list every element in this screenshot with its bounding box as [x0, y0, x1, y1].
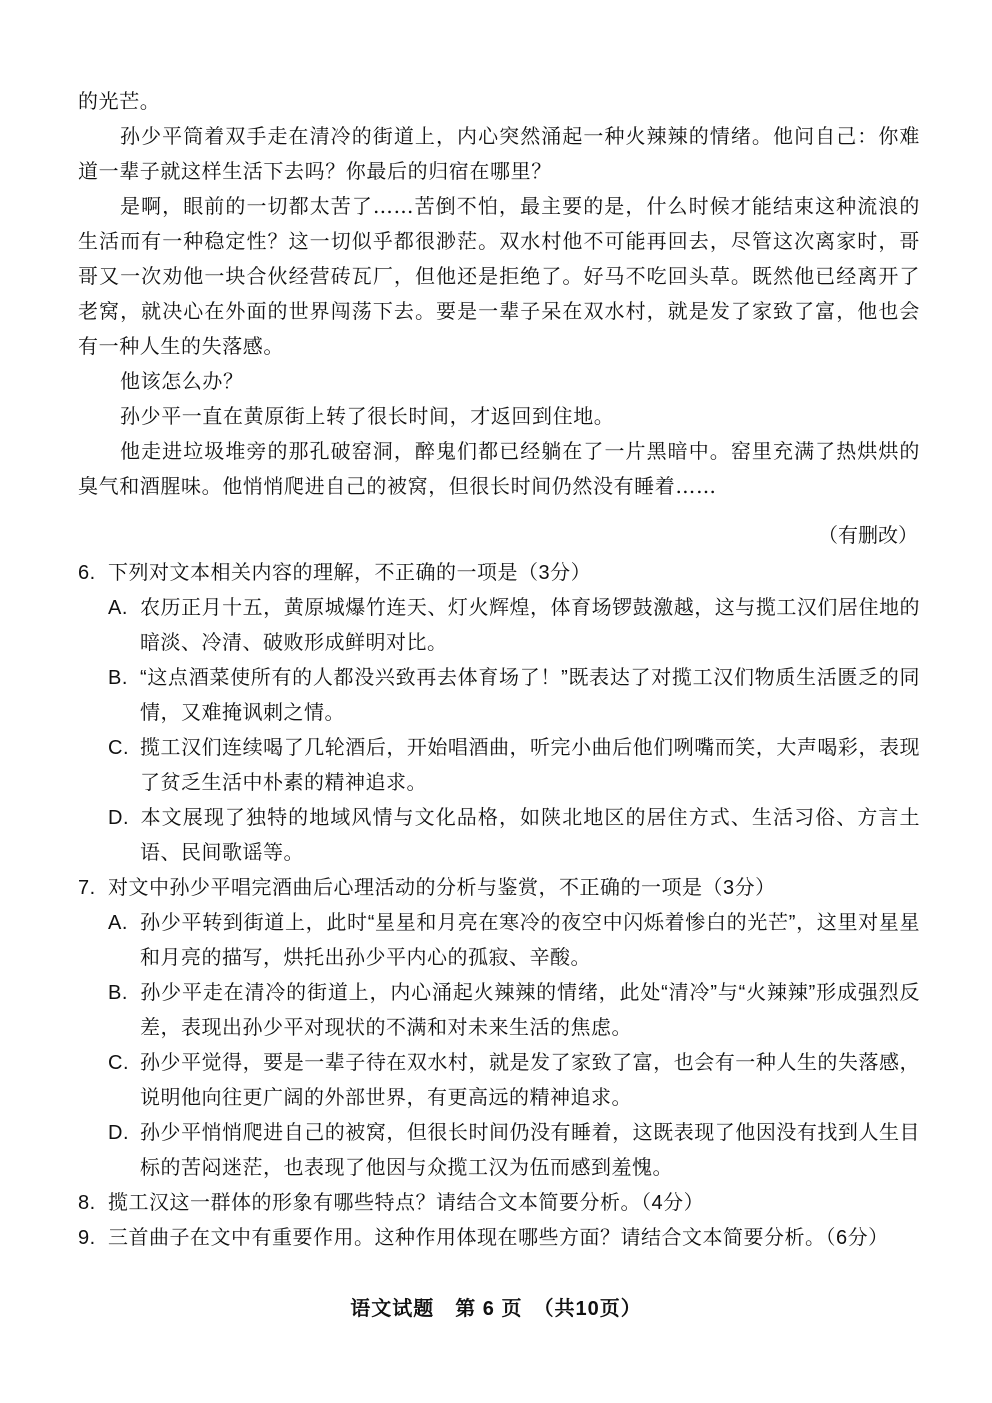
option-key: A.: [108, 912, 128, 934]
question-6: [78, 556, 920, 871]
option-text: 孙少平觉得，要是一辈子待在双水村，就是发了家致了富，也会有一种人生的失落感，说明他向往更广阔的外部世界，有更高远的精神追求。: [140, 1052, 920, 1109]
option-text: 农历正月十五，黄原城爆竹连天、灯火辉煌，体育场锣鼓激越，这与揽工汉们居住地的暗淡、冷清、破败形成鲜明对比。: [140, 597, 920, 654]
option-c: [78, 731, 920, 801]
page-footer: 语文试题 第 6 页 （共10页）: [350, 1298, 642, 1320]
option-b: [78, 976, 920, 1046]
option-key: D.: [108, 1122, 129, 1144]
abridged-note: （有删改）: [818, 525, 918, 547]
passage-paragraph: 孙少平筒着双手走在清冷的街道上，内心突然涌起一种火辣辣的情绪。他问自己：你难道一辈子就这样生活下去吗？你最后的归宿在哪里？: [78, 124, 920, 183]
question-7: [78, 871, 920, 1186]
question-text: 下列对文本相关内容的理解，不正确的一项是（3分）: [108, 562, 592, 584]
passage-paragraph: 是啊，眼前的一切都太苦了……苦倒不怕，最主要的是，什么时候才能结束这种流浪的生活而有一种稳定性？这一切似乎都很渺茫。双水村他不可能再回去，尽管这次离家时，哥哥又一次劝他一块合伙经营砖瓦厂，但他还是拒绝了。好马不吃回头草。既然他已经离开了老窝，就决心在外面的世界闯荡下去。要是一辈子呆在双水村，就是发了家致了富，他也会有一种人生的失落感。: [78, 194, 920, 358]
option-c: [78, 1046, 920, 1116]
option-d: [78, 1116, 920, 1186]
option-key: D.: [108, 807, 129, 829]
passage-paragraph: 的光芒。: [78, 89, 161, 113]
option-d: [78, 801, 920, 871]
question-stem: [78, 1221, 920, 1256]
passage-paragraph: 他走进垃圾堆旁的那孔破窑洞，醉鬼们都已经躺在了一片黑暗中。窑里充满了热烘烘的臭气和酒腥味。他悄悄爬进自己的被窝，但很长时间仍然没有睡着……: [78, 439, 920, 498]
option-text: “这点酒菜使所有的人都没兴致再去体育场了！”既表达了对揽工汉们物质生活匮乏的同情，又难掩讽刺之情。: [140, 667, 920, 724]
question-number: 9.: [78, 1227, 96, 1249]
option-key: A.: [108, 597, 128, 619]
option-a: [78, 906, 920, 976]
question-stem: [78, 1186, 920, 1221]
question-8: [78, 1186, 920, 1221]
question-number: 8.: [78, 1192, 96, 1214]
question-stem: [78, 871, 920, 906]
question-list: [78, 556, 920, 1256]
option-key: B.: [108, 982, 128, 1004]
question-number: 7.: [78, 877, 96, 899]
option-b: [78, 661, 920, 731]
passage-paragraph: 孙少平一直在黄原街上转了很长时间，才返回到住地。: [120, 404, 615, 428]
option-text: 本文展现了独特的地域风情与文化品格，如陕北地区的居住方式、生活习俗、方言土语、民间歌谣等。: [140, 807, 920, 864]
option-key: B.: [108, 667, 128, 689]
question-number: 6.: [78, 562, 96, 584]
option-text: 揽工汉们连续喝了几轮酒后，开始唱酒曲，听完小曲后他们咧嘴而笑，大声喝彩，表现了贫乏生活中朴素的精神追求。: [140, 737, 920, 794]
passage-paragraph: 他该怎么办？: [120, 369, 244, 393]
option-key: C.: [108, 1052, 129, 1074]
question-text: 揽工汉这一群体的形象有哪些特点？请结合文本简要分析。（4分）: [108, 1192, 705, 1214]
question-9: [78, 1221, 920, 1256]
reading-passage: [78, 84, 920, 504]
question-stem: [78, 556, 920, 591]
option-text: 孙少平悄悄爬进自己的被窝，但很长时间仍没有睡着，这既表现了他因没有找到人生目标的苦闷迷茫，也表现了他因与众揽工汉为伍而感到羞愧。: [140, 1122, 920, 1179]
option-text: 孙少平走在清冷的街道上，内心涌起火辣辣的情绪，此处“清冷”与“火辣辣”形成强烈反差，表现出孙少平对现状的不满和对未来生活的焦虑。: [140, 982, 920, 1039]
option-a: [78, 591, 920, 661]
option-text: 孙少平转到街道上，此时“星星和月亮在寒冷的夜空中闪烁着惨白的光芒”，这里对星星和月亮的描写，烘托出孙少平内心的孤寂、辛酸。: [140, 912, 920, 969]
question-text: 对文中孙少平唱完酒曲后心理活动的分析与鉴赏，不正确的一项是（3分）: [108, 877, 776, 899]
question-text: 三首曲子在文中有重要作用。这种作用体现在哪些方面？请结合文本简要分析。（6分）: [108, 1227, 889, 1249]
option-key: C.: [108, 737, 129, 759]
